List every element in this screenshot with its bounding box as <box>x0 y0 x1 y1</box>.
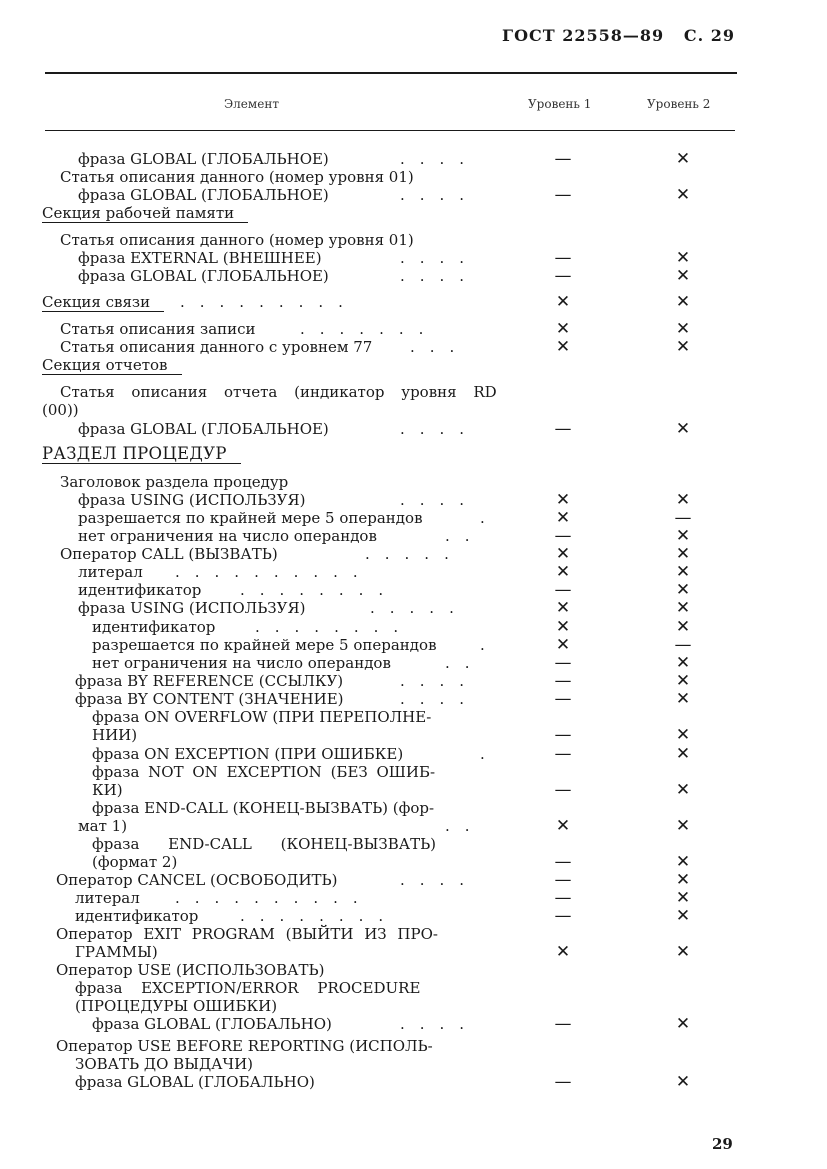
table-row: ..... фраза USING (ИСПОЛЬЗУЯ) ✕ ✕ <box>0 599 760 617</box>
row-label: Статья описания данного (номер уровня 01) <box>60 231 414 249</box>
table-row <box>0 708 760 726</box>
level1-mark: ✕ <box>555 490 571 510</box>
level1-mark: — <box>554 185 572 205</box>
level2-mark: ✕ <box>675 942 691 962</box>
level2-mark: ✕ <box>675 185 691 205</box>
top-rule <box>45 72 737 74</box>
table-row <box>0 781 760 799</box>
table-row: .... фраза BY CONTENT (ЗНАЧЕНИЕ) — ✕ <box>0 690 760 708</box>
table-row <box>0 997 760 1015</box>
table-row: .. мат 1) ✕ ✕ <box>0 817 760 835</box>
row-label: Статья описания записи <box>60 320 256 338</box>
header-rule <box>45 130 735 131</box>
table-row: .... фраза GLOBAL (ГЛОБАЛЬНОЕ) — ✕ <box>0 267 760 285</box>
table-row: .... фраза GLOBAL (ГЛОБАЛЬНОЕ) — ✕ <box>0 150 760 168</box>
row-label: нет ограничения на число операндов <box>78 527 377 545</box>
table-row: . разрешается по крайней мере 5 операндов ✕ — <box>0 509 760 527</box>
level1-mark: — <box>554 266 572 286</box>
level2-mark: ✕ <box>675 580 691 600</box>
row-label: разрешается по крайней мере 5 операндов <box>78 509 423 527</box>
row-label: (ПРОЦЕДУРЫ ОШИБКИ) <box>75 997 278 1015</box>
level2-mark: ✕ <box>675 562 691 582</box>
table-row: . фраза ON EXCEPTION (ПРИ ОШИБКЕ) — ✕ <box>0 745 760 763</box>
level1-mark: — <box>554 653 572 673</box>
level1-mark: ✕ <box>555 598 571 618</box>
table-row: .. нет ограничения на число операндов — ✕ <box>0 654 760 672</box>
level2-mark: — <box>674 635 692 655</box>
row-label: Статья описания отчета (индикатор уровня RD <box>60 383 497 401</box>
row-label: КИ) <box>92 781 123 799</box>
level1-mark: — <box>554 248 572 268</box>
row-label: (формат 2) <box>92 853 178 871</box>
table-row <box>0 799 760 817</box>
table-row <box>0 356 760 374</box>
row-label: литерал <box>75 889 140 907</box>
level2-mark: ✕ <box>675 888 691 908</box>
table-row: ....... Статья описания записи ✕ ✕ <box>0 320 760 338</box>
row-label: фраза GLOBAL (ГЛОБАЛЬНОЕ) <box>78 420 329 438</box>
row-label: нет ограничения на число операндов <box>92 654 391 672</box>
level1-mark: ✕ <box>555 337 571 357</box>
level1-mark: — <box>554 888 572 908</box>
level2-mark: ✕ <box>675 725 691 745</box>
column-header-level-2: Уровень 2 <box>647 97 711 111</box>
level2-mark: ✕ <box>675 149 691 169</box>
row-label: фраза BY CONTENT (ЗНАЧЕНИЕ) <box>75 690 344 708</box>
level2-mark: ✕ <box>675 870 691 890</box>
table-row <box>0 1037 760 1055</box>
row-label: ГРАММЫ) <box>75 943 158 961</box>
row-label: Оператор EXIT PROGRAM (ВЫЙТИ ИЗ ПРО- <box>56 925 438 943</box>
row-label: Оператор CANCEL (ОСВОБОДИТЬ) <box>56 871 338 889</box>
level2-mark: ✕ <box>675 419 691 439</box>
row-label: фраза GLOBAL (ГЛОБАЛЬНО) <box>75 1073 315 1091</box>
table-row: ..... Оператор CALL (ВЫЗВАТЬ) ✕ ✕ <box>0 545 760 563</box>
section-heading: Секция связи <box>42 293 164 312</box>
table-row: ........ идентификатор — ✕ <box>0 907 760 925</box>
page-header <box>502 26 735 45</box>
table-row <box>0 853 760 871</box>
row-label: Статья описания данного (номер уровня 01) <box>60 168 414 186</box>
row-label: фраза USING (ИСПОЛЬЗУЯ) <box>78 491 306 509</box>
level1-mark: — <box>554 725 572 745</box>
table-row <box>0 231 760 249</box>
level2-mark: ✕ <box>675 598 691 618</box>
level1-mark: ✕ <box>555 544 571 564</box>
row-label: Статья описания данного с уровнем 77 <box>60 338 373 356</box>
table-row: .... фраза EXTERNAL (ВНЕШНЕЕ) — ✕ <box>0 249 760 267</box>
row-label: фраза ON EXCEPTION (ПРИ ОШИБКЕ) <box>92 745 404 763</box>
row-label: фраза GLOBAL (ГЛОБАЛЬНОЕ) <box>78 267 329 285</box>
row-label: фраза BY REFERENCE (ССЫЛКУ) <box>75 672 344 690</box>
table-row <box>0 445 760 463</box>
standard-title: ГОСТ 22558—89 <box>502 26 665 45</box>
level2-mark: ✕ <box>675 248 691 268</box>
row-label: Оператор USE (ИСПОЛЬЗОВАТЬ) <box>56 961 325 979</box>
level2-mark: ✕ <box>675 906 691 926</box>
level1-mark: ✕ <box>555 292 571 312</box>
row-label: фраза GLOBAL (ГЛОБАЛЬНОЕ) <box>78 150 329 168</box>
table-row <box>0 763 760 781</box>
level1-mark: — <box>554 1014 572 1034</box>
row-label: разрешается по крайней мере 5 операндов <box>92 636 437 654</box>
level2-mark: — <box>674 508 692 528</box>
level1-mark: — <box>554 780 572 800</box>
table-row <box>0 943 760 961</box>
row-label: фраза GLOBAL (ГЛОБАЛЬНО) <box>92 1015 332 1033</box>
row-label: идентификатор <box>75 907 199 925</box>
table-row: .......... литерал ✕ ✕ <box>0 563 760 581</box>
level2-mark: ✕ <box>675 689 691 709</box>
column-header-level-1: Уровень 1 <box>528 97 592 111</box>
table-row <box>0 1055 760 1073</box>
table-row <box>0 979 760 997</box>
row-label: фраза END-CALL (КОНЕЦ-ВЫЗВАТЬ) <box>92 835 437 853</box>
level1-mark: ✕ <box>555 942 571 962</box>
level2-mark: ✕ <box>675 266 691 286</box>
level1-mark: — <box>554 149 572 169</box>
section-heading: Секция отчетов <box>42 356 182 375</box>
level1-mark: — <box>554 744 572 764</box>
section-heading: РАЗДЕЛ ПРОЦЕДУР <box>42 444 241 464</box>
level1-mark: — <box>554 870 572 890</box>
row-label: (00)) <box>42 401 79 419</box>
row-label: Оператор CALL (ВЫЗВАТЬ) <box>60 545 278 563</box>
table-row: ... Статья описания данного с уровнем 77 ✕ ✕ <box>0 338 760 356</box>
page-number: 29 <box>712 1135 733 1153</box>
row-label: литерал <box>78 563 143 581</box>
level2-mark: ✕ <box>675 852 691 872</box>
level2-mark: ✕ <box>675 1014 691 1034</box>
table-row: ........ идентификатор — ✕ <box>0 581 760 599</box>
row-label: фраза GLOBAL (ГЛОБАЛЬНОЕ) <box>78 186 329 204</box>
table-row <box>0 835 760 853</box>
level2-mark: ✕ <box>675 490 691 510</box>
table-row <box>0 168 760 186</box>
row-label: Оператор USE BEFORE REPORTING (ИСПОЛЬ- <box>56 1037 433 1055</box>
table-row: .... фраза GLOBAL (ГЛОБАЛЬНОЕ) — ✕ <box>0 420 760 438</box>
page-reference: С. 29 <box>683 26 735 45</box>
column-header-element: Элемент <box>224 97 279 111</box>
level2-mark: ✕ <box>675 617 691 637</box>
table-row: .... фраза BY REFERENCE (ССЫЛКУ) — ✕ <box>0 672 760 690</box>
level2-mark: ✕ <box>675 337 691 357</box>
level1-mark: — <box>554 419 572 439</box>
row-label: мат 1) <box>78 817 128 835</box>
table-row: .... фраза USING (ИСПОЛЬЗУЯ) ✕ ✕ <box>0 491 760 509</box>
table-row: .... Оператор CANCEL (ОСВОБОДИТЬ) — ✕ <box>0 871 760 889</box>
table-row <box>0 473 760 491</box>
table-row <box>0 1073 760 1091</box>
level2-mark: ✕ <box>675 526 691 546</box>
table-row: .... фраза GLOBAL (ГЛОБАЛЬНО) — ✕ <box>0 1015 760 1033</box>
level2-mark: ✕ <box>675 319 691 339</box>
level1-mark: — <box>554 906 572 926</box>
row-label: идентификатор <box>92 618 216 636</box>
level2-mark: ✕ <box>675 744 691 764</box>
table-row <box>0 726 760 744</box>
table-row <box>0 401 760 419</box>
level1-mark: ✕ <box>555 319 571 339</box>
table-row: ......... Секция связи ✕ ✕ <box>0 293 760 311</box>
row-label: НИИ) <box>92 726 138 744</box>
level2-mark: ✕ <box>675 1072 691 1092</box>
table-row <box>0 383 760 401</box>
level2-mark: ✕ <box>675 544 691 564</box>
level2-mark: ✕ <box>675 671 691 691</box>
table-row: .. нет ограничения на число операндов — ✕ <box>0 527 760 545</box>
level1-mark: ✕ <box>555 816 571 836</box>
level2-mark: ✕ <box>675 816 691 836</box>
level1-mark: ✕ <box>555 562 571 582</box>
level2-mark: ✕ <box>675 653 691 673</box>
row-label: фраза EXCEPTION/ERROR PROCEDURE <box>75 979 421 997</box>
row-label: фраза ON OVERFLOW (ПРИ ПЕРЕПОЛНЕ- <box>92 708 432 726</box>
row-label: фраза END-CALL (КОНЕЦ-ВЫЗВАТЬ) (фор- <box>92 799 435 817</box>
level1-mark: — <box>554 580 572 600</box>
row-label: ЗОВАТЬ ДО ВЫДАЧИ) <box>75 1055 254 1073</box>
table-row: .... фраза GLOBAL (ГЛОБАЛЬНОЕ) — ✕ <box>0 186 760 204</box>
table-row: .......... литерал — ✕ <box>0 889 760 907</box>
table-row <box>0 925 760 943</box>
table-row <box>0 204 760 222</box>
table-row <box>0 961 760 979</box>
level1-mark: ✕ <box>555 635 571 655</box>
level1-mark: — <box>554 1072 572 1092</box>
row-label: фраза USING (ИСПОЛЬЗУЯ) <box>78 599 306 617</box>
level1-mark: ✕ <box>555 617 571 637</box>
level2-mark: ✕ <box>675 780 691 800</box>
level1-mark: — <box>554 671 572 691</box>
level2-mark: ✕ <box>675 292 691 312</box>
level1-mark: — <box>554 852 572 872</box>
row-label: фраза NOT ON EXCEPTION (БЕЗ ОШИБ- <box>92 763 436 781</box>
level1-mark: — <box>554 526 572 546</box>
row-label: фраза EXTERNAL (ВНЕШНЕЕ) <box>78 249 322 267</box>
section-heading: Секция рабочей памяти <box>42 204 248 223</box>
row-label: Заголовок раздела процедур <box>60 473 289 491</box>
table-row: ........ идентификатор ✕ ✕ <box>0 618 760 636</box>
level1-mark: ✕ <box>555 508 571 528</box>
row-label: идентификатор <box>78 581 202 599</box>
table-row: . разрешается по крайней мере 5 операндов ✕ — <box>0 636 760 654</box>
level1-mark: — <box>554 689 572 709</box>
